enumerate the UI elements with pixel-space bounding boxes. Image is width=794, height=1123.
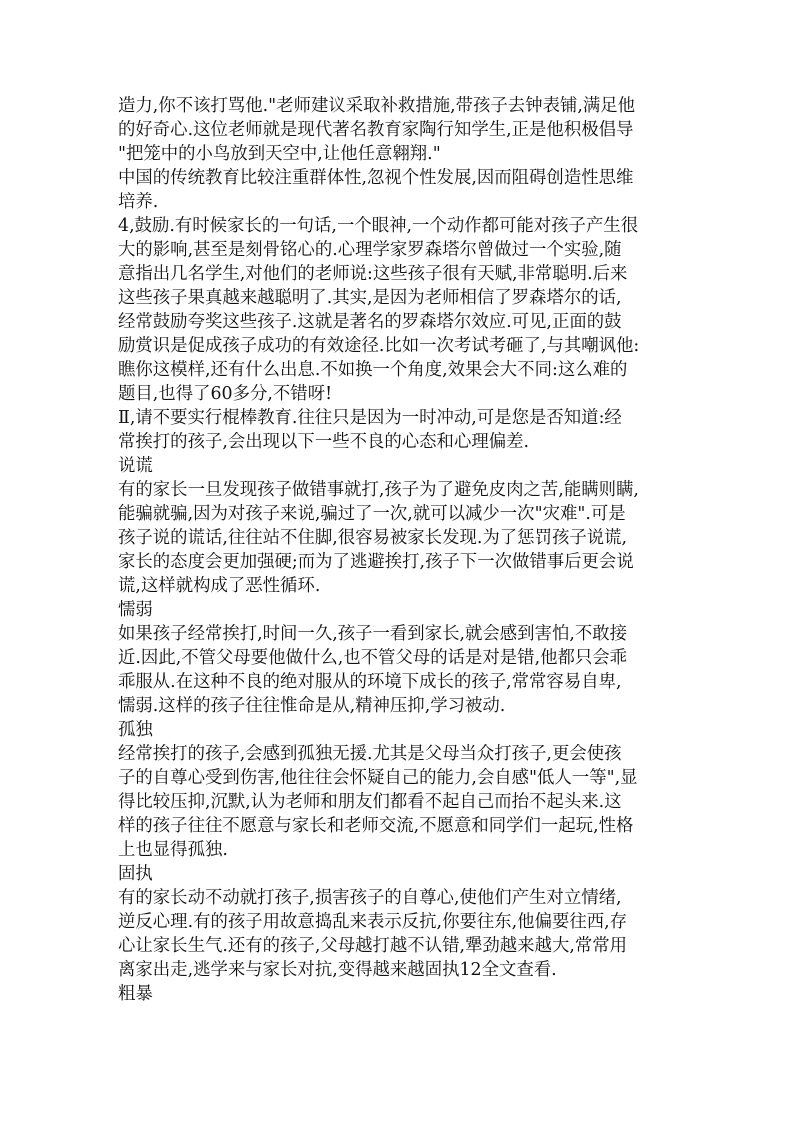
text-line: 有的家长动不动就打孩子,损害孩子的自尊心,使他们产生对立情绪, (118, 888, 622, 908)
text-line: 如果孩子经常挨打,时间一久,孩子一看到家长,就会感到害怕,不敢接 (118, 624, 628, 644)
text-line: 4,鼓励.有时候家长的一句话,一个眼神,一个动作都可能对孩子产生很 (118, 216, 639, 236)
section-heading: 粗暴 (118, 984, 153, 1004)
section-heading: 固执 (118, 864, 153, 884)
text-line: 意指出几名学生,对他们的老师说:这些孩子很有天赋,非常聪明.后来 (118, 264, 628, 284)
text-line: 心让家长生气.还有的孩子,父母越打越不认错,犟劲越来越大,常常用 (118, 936, 628, 956)
text-line: 懦弱.这样的孩子往往惟命是从,精神压抑,学习被动. (118, 696, 506, 716)
text-line: 离家出走,逃学来与家长对抗,变得越来越固执12全文查看. (118, 960, 557, 980)
text-line: 孩子说的谎话,往往站不住脚,很容易被家长发现.为了惩罚孩子说谎, (118, 528, 628, 548)
text-line: 培养. (118, 192, 159, 212)
text-line: 子的自尊心受到伤害,他往往会怀疑自己的能力,会自感"低人一等",显 (118, 768, 638, 788)
text-line: 逆反心理.有的孩子用故意捣乱来表示反抗,你要往东,他偏要往西,存 (118, 912, 628, 932)
text-line: 家长的态度会更加强硬;而为了逃避挨打,孩子下一次做错事后更会说 (118, 552, 634, 572)
text-line: 得比较压抑,沉默,认为老师和朋友们都看不起自己而抬不起头来.这 (118, 792, 622, 812)
text-line: 造力,你不该打骂他."老师建议采取补救措施,带孩子去钟表铺,满足他 (118, 96, 636, 116)
section-heading: 孤独 (118, 720, 153, 740)
text-line: 有的家长一旦发现孩子做错事就打,孩子为了避免皮肉之苦,能瞒则瞒, (118, 480, 639, 500)
text-line: 谎,这样就构成了恶性循环. (118, 576, 321, 596)
text-line: 乖服从.在这种不良的绝对服从的环境下成长的孩子,常常容易自卑, (118, 672, 622, 692)
text-line: 题目,也得了60多分,不错呀! (118, 384, 333, 404)
text-line: 样的孩子往往不愿意与家长和老师交流,不愿意和同学们一起玩,性格 (118, 816, 634, 836)
text-line: 大的影响,甚至是刻骨铭心的.心理学家罗森塔尔曾做过一个实验,随 (118, 240, 622, 260)
text-line: 励赏识是促成孩子成功的有效途径.比如一次考试考砸了,与其嘲讽他: (118, 336, 640, 356)
section-heading: 懦弱 (118, 600, 153, 620)
text-line: 经常鼓励夸奖这些孩子.这就是著名的罗森塔尔效应.可见,正面的鼓 (118, 312, 622, 332)
text-line: 瞧你这模样,还有什么出息.不如换一个角度,效果会大不同:这么难的 (118, 360, 628, 380)
text-line: "把笼中的小鸟放到天空中,让他任意翱翔." (118, 144, 441, 164)
text-line: 常挨打的孩子,会出现以下一些不良的心态和心理偏差. (118, 432, 530, 452)
text-line: 能骗就骗,因为对孩子来说,骗过了一次,就可以减少一次"灾难".可是 (118, 504, 626, 524)
section-heading: 说谎 (118, 456, 153, 476)
text-line: 这些孩子果真越来越聪明了.其实,是因为老师相信了罗森塔尔的话, (118, 288, 622, 308)
text-line: 经常挨打的孩子,会感到孤独无援.尤其是父母当众打孩子,更会使孩 (118, 744, 622, 764)
text-line: 上也显得孤独. (118, 840, 228, 860)
document-body (118, 94, 678, 1006)
text-line: 中国的传统教育比较注重群体性,忽视个性发展,因而阻碍创造性思维 (118, 168, 634, 188)
text-line: 近.因此,不管父母要他做什么,也不管父母的话是对是错,他都只会乖 (118, 648, 628, 668)
text-line: 的好奇心.这位老师就是现代著名教育家陶行知学生,正是他积极倡导 (118, 120, 634, 140)
text-line: Ⅱ,请不要实行棍棒教育.往往只是因为一时冲动,可是您是否知道:经 (118, 408, 622, 428)
